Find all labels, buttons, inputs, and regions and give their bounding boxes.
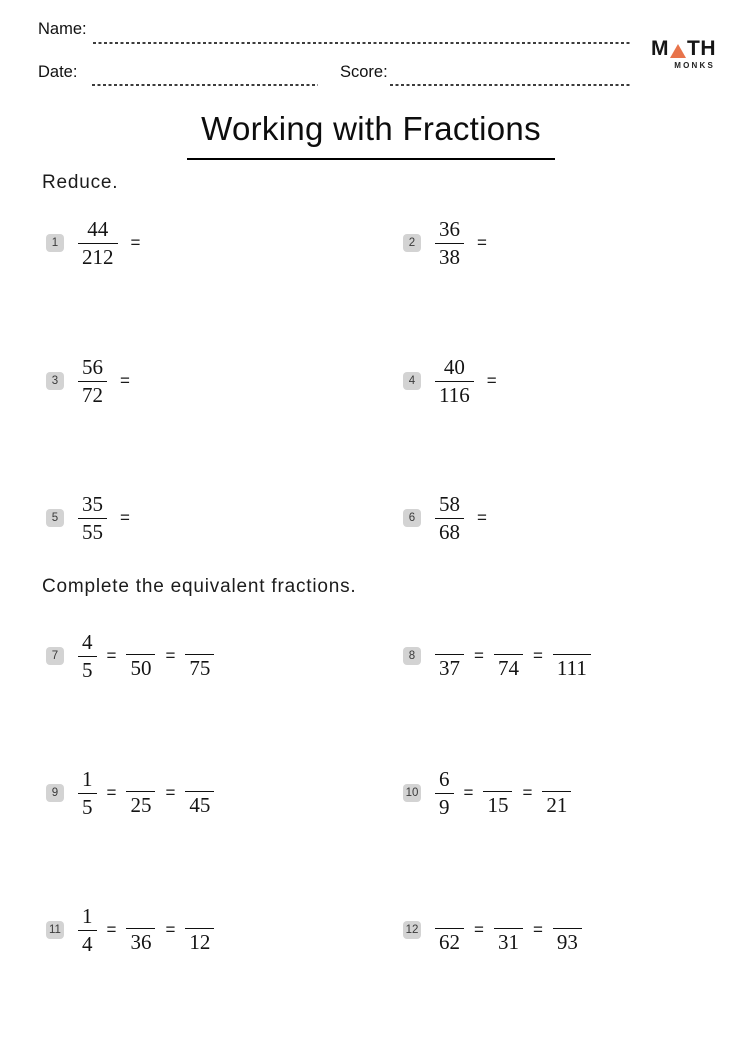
numerator-blank (563, 906, 571, 928)
equals-sign: = (106, 783, 117, 802)
denominator: 116 (435, 381, 474, 406)
fraction (78, 905, 97, 954)
numerator: 6 (439, 767, 450, 792)
section-equivalent-instruction: Complete the equivalent fractions. (42, 576, 357, 597)
name-label: Name: (38, 20, 87, 38)
denominator: 25 (126, 791, 155, 816)
problem-7 (46, 630, 214, 682)
denominator: 62 (435, 928, 464, 953)
problem-number-badge: 1 (46, 234, 64, 252)
name-blank-line (93, 42, 630, 44)
fraction-blank (435, 632, 464, 679)
numerator-blank (196, 906, 204, 928)
denominator: 37 (435, 654, 464, 679)
numerator-blank (446, 906, 454, 928)
problem-number-badge: 7 (46, 647, 64, 665)
problem-1 (46, 217, 150, 269)
denominator: 15 (483, 791, 512, 816)
section-reduce-instruction: Reduce. (42, 172, 119, 193)
equals-sign: = (165, 646, 176, 665)
denominator: 45 (185, 791, 214, 816)
problem-number-badge: 8 (403, 647, 421, 665)
fraction (78, 768, 97, 817)
fraction-blank (435, 906, 464, 953)
problem-10 (403, 767, 571, 819)
equals-sign: = (474, 920, 484, 939)
denominator: 212 (78, 243, 118, 268)
numerator: 1 (82, 767, 93, 792)
equals-sign: = (165, 920, 176, 939)
equals-sign: = (522, 783, 533, 802)
fraction-blank (483, 769, 512, 816)
problem-number-badge: 12 (403, 921, 421, 939)
problem-11 (46, 904, 214, 956)
numerator: 36 (439, 217, 460, 242)
denominator: 5 (78, 793, 97, 818)
fraction (78, 631, 97, 680)
date-label: Date: (38, 63, 78, 81)
fraction-blank (494, 906, 523, 953)
equals-sign: = (106, 920, 117, 939)
equals-sign: = (165, 783, 176, 802)
numerator: 44 (87, 217, 109, 242)
fraction-blank (553, 632, 591, 679)
equals-sign: = (120, 371, 130, 390)
page-title: Working with Fractions (187, 110, 555, 160)
logo-letter-m: M (651, 37, 669, 60)
fraction (78, 493, 107, 542)
numerator-blank (504, 906, 512, 928)
fraction-blank (126, 632, 155, 679)
numerator: 4 (82, 630, 93, 655)
equals-sign: = (106, 646, 117, 665)
denominator: 21 (542, 791, 571, 816)
denominator: 31 (494, 928, 523, 953)
problem-8 (403, 633, 591, 679)
fraction (435, 356, 474, 405)
numerator: 35 (82, 492, 103, 517)
equals-sign: = (532, 920, 543, 939)
problem-6 (403, 492, 497, 544)
numerator-blank (553, 769, 561, 791)
fraction (435, 768, 454, 817)
denominator: 72 (78, 381, 107, 406)
logo-wordmark (651, 38, 716, 59)
equals-sign: = (477, 508, 487, 527)
fraction-blank (126, 906, 155, 953)
denominator: 12 (185, 928, 214, 953)
title-container (0, 110, 742, 160)
fraction-blank (185, 906, 214, 953)
score-blank-line (390, 84, 630, 86)
problem-number-badge: 2 (403, 234, 421, 252)
denominator: 75 (185, 654, 214, 679)
logo-subtitle: MONKS (674, 61, 715, 70)
numerator: 56 (82, 355, 103, 380)
problem-12 (403, 907, 582, 953)
numerator: 58 (439, 492, 460, 517)
numerator-blank (137, 632, 145, 654)
denominator: 36 (126, 928, 155, 953)
numerator-blank (446, 632, 454, 654)
score-label: Score: (340, 63, 388, 81)
numerator-blank (196, 769, 204, 791)
denominator: 5 (78, 656, 97, 681)
math-monks-logo (651, 38, 716, 70)
problem-9 (46, 767, 214, 819)
logo-letters-th: TH (687, 37, 716, 60)
fraction-blank (542, 769, 571, 816)
numerator-blank (137, 906, 145, 928)
denominator: 55 (78, 518, 107, 543)
fraction (435, 493, 464, 542)
numerator-blank (196, 632, 204, 654)
numerator-blank (568, 632, 576, 654)
date-blank-line (92, 84, 318, 86)
fraction (435, 218, 464, 267)
numerator-blank (137, 769, 145, 791)
equals-sign: = (486, 371, 497, 390)
numerator-blank (494, 769, 502, 791)
denominator: 74 (494, 654, 523, 679)
numerator: 40 (443, 355, 465, 380)
denominator: 4 (78, 930, 97, 955)
denominator: 68 (435, 518, 464, 543)
denominator: 9 (435, 793, 454, 818)
fraction-blank (126, 769, 155, 816)
fraction-blank (185, 769, 214, 816)
numerator: 1 (82, 904, 93, 929)
problem-4 (403, 355, 507, 407)
equals-sign: = (532, 646, 543, 665)
triangle-icon (670, 44, 686, 58)
problem-number-badge: 10 (403, 784, 421, 802)
problem-3 (46, 355, 140, 407)
problem-number-badge: 3 (46, 372, 64, 390)
fraction-blank (553, 906, 582, 953)
fraction (78, 356, 107, 405)
fraction (78, 218, 118, 267)
equals-sign: = (474, 646, 484, 665)
equals-sign: = (120, 508, 130, 527)
denominator: 111 (553, 654, 591, 679)
problem-2 (403, 217, 497, 269)
equals-sign: = (130, 233, 141, 252)
fraction-blank (185, 632, 214, 679)
problem-number-badge: 6 (403, 509, 421, 527)
equals-sign: = (477, 233, 487, 252)
denominator: 50 (126, 654, 155, 679)
problem-number-badge: 9 (46, 784, 64, 802)
denominator: 38 (435, 243, 464, 268)
equals-sign: = (463, 783, 474, 802)
numerator-blank (504, 632, 512, 654)
denominator: 93 (553, 928, 582, 953)
problem-number-badge: 4 (403, 372, 421, 390)
fraction-blank (494, 632, 523, 679)
problem-number-badge: 5 (46, 509, 64, 527)
problem-5 (46, 492, 140, 544)
problem-number-badge: 11 (46, 921, 64, 939)
